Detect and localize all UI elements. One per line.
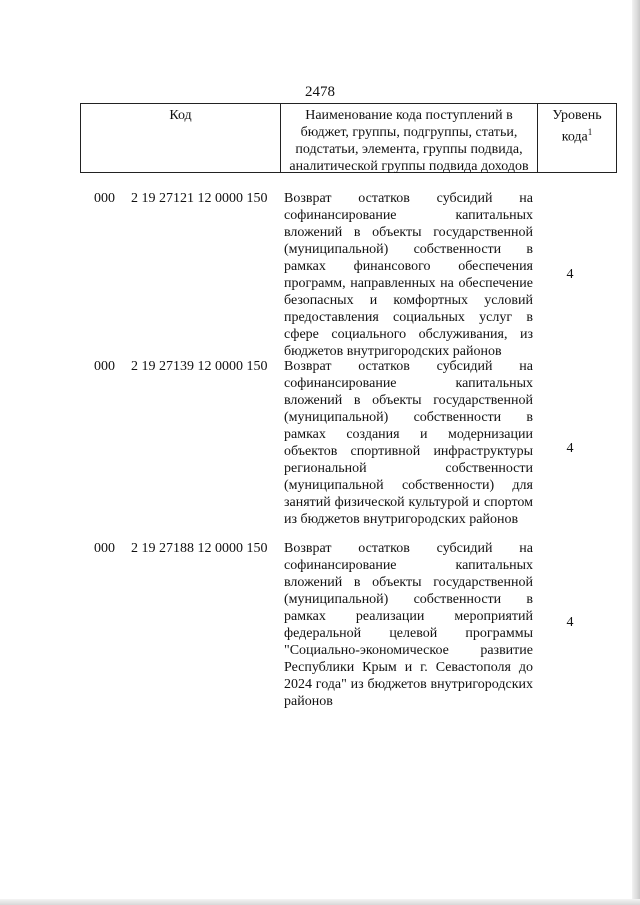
code-level: 4 [566,267,574,282]
admin-code: 000 [94,359,115,374]
admin-code: 000 [94,541,115,556]
header-level-label: Уровень кода [552,108,602,145]
scan-edge-right [632,0,640,905]
revenue-code: 2 19 27121 12 0000 150 [131,191,268,206]
header-level [538,104,616,172]
header-name: Наименование кода поступлений в бюджет, группы, подгруппы, статьи, подстатьи, элемента, группы подвида, аналитической группы подвида доходов [281,104,538,172]
header-level-footnote: 1 [587,127,593,137]
scan-edge-bottom [0,899,640,905]
code-level: 4 [566,441,574,456]
table-header [80,103,617,173]
revenue-description: Возврат остатков субсидий на софинансирование капитальных вложений в объекты государственной (муниципальной) собственности в рамках финансового обеспечения программ, направленных на обеспечение безопасных и комфортных условий предоставления социальных услуг в сфере социального обслуживания, из бюджетов внутригородских районов [284,191,533,359]
revenue-code: 2 19 27139 12 0000 150 [131,359,268,374]
header-code: Код [81,104,281,172]
revenue-description: Возврат остатков субсидий на софинансирование капитальных вложений в объекты государственной (муниципальной) собственности в рамках создания и модернизации объектов спортивной инфраструктуры региональной собственности (муниципальной собственности) для занятий физической культурой и спортом из бюджетов внутригородских районов [284,359,533,527]
revenue-description: Возврат остатков субсидий на софинансирование капитальных вложений в объекты государственной (муниципальной) собственности в рамках реализации мероприятий федеральной целевой программы "Социально-экономическое развитие Республики Крым и г. Севастополя до 2024 года" из бюджетов внутригородских районов [284,541,533,709]
admin-code: 000 [94,191,115,206]
revenue-code: 2 19 27188 12 0000 150 [131,541,268,556]
code-level: 4 [566,615,574,630]
page-number: 2478 [305,84,335,100]
